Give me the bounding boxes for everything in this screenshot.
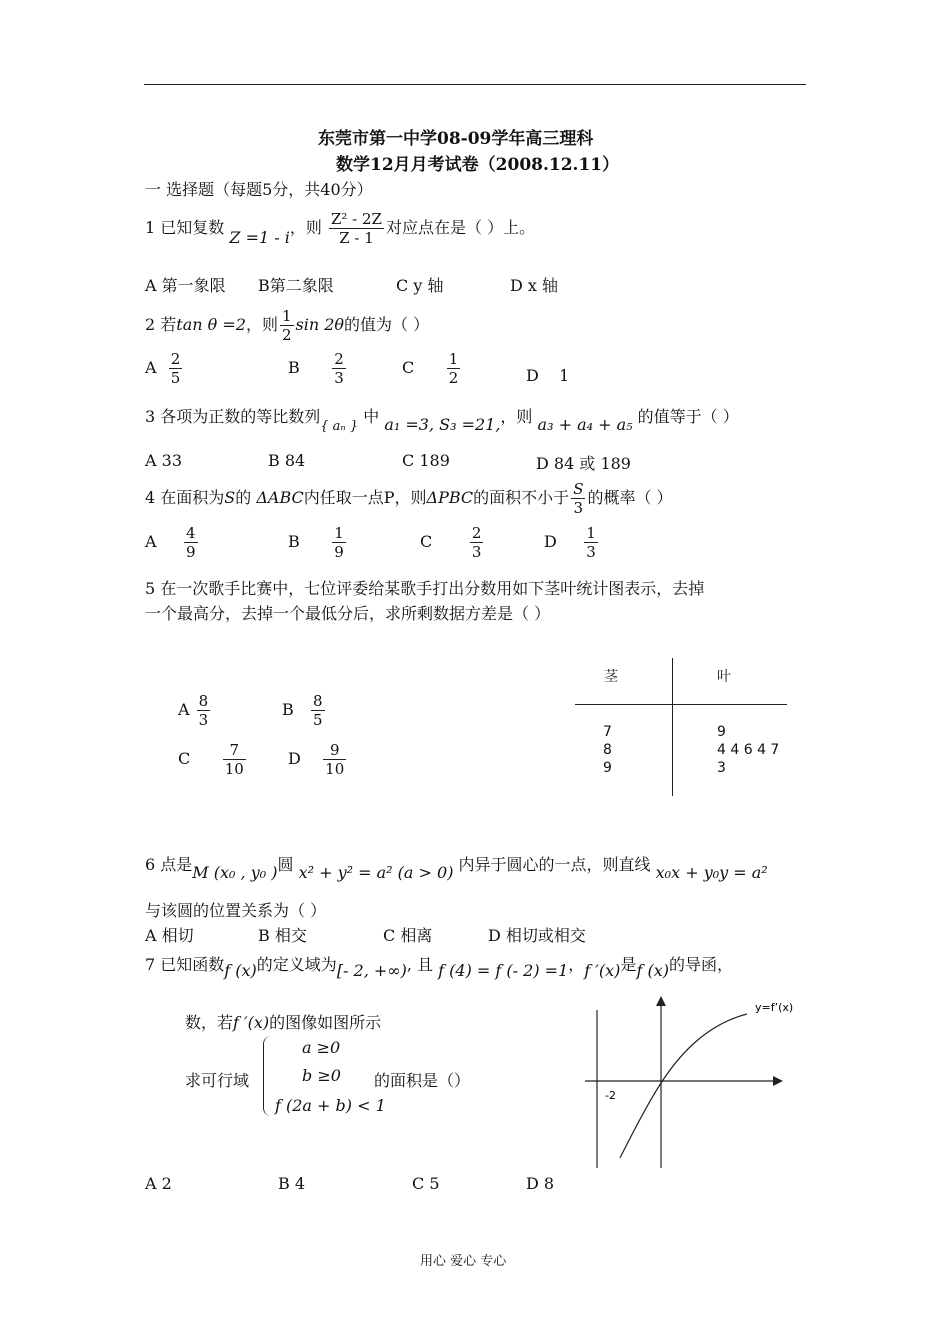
q5-opt-b-label: B bbox=[282, 700, 294, 719]
q5-opt-c-label: C bbox=[178, 749, 191, 768]
q7-cond-b: b ≥0 bbox=[302, 1066, 341, 1085]
q2-fraction bbox=[280, 307, 294, 344]
stem-header: 茎 bbox=[604, 669, 618, 685]
q2-frac-num: 1 bbox=[281, 307, 292, 325]
q5-opt-a-den: 3 bbox=[198, 711, 209, 729]
q7-post: 的导函， bbox=[668, 955, 733, 974]
q4-opt-b-num: 1 bbox=[334, 524, 344, 542]
question-6 bbox=[145, 852, 768, 882]
q1-mid: ，则 bbox=[289, 218, 322, 237]
q5-option-a bbox=[178, 692, 212, 729]
q7-fx-2: f (x) bbox=[636, 961, 669, 980]
q1-post: 对应点在是（ ）上。 bbox=[385, 218, 536, 237]
q5-option-d bbox=[288, 741, 348, 778]
q5-opt-d-frac bbox=[323, 741, 346, 778]
q6-line-2: 与该圆的位置关系为（ ） bbox=[145, 901, 327, 920]
question-3 bbox=[145, 404, 739, 434]
q5-opt-c-num: 7 bbox=[223, 741, 246, 760]
q2-option-d bbox=[526, 366, 569, 385]
q3-post: 的值等于（ ） bbox=[637, 407, 739, 426]
q4-opt-c-frac bbox=[470, 524, 484, 561]
q7-mid3: ， bbox=[568, 955, 585, 974]
q1-option-a: A 第一象限 bbox=[145, 276, 226, 295]
q4-frac-den: 3 bbox=[573, 499, 584, 517]
q4-opt-b-den: 9 bbox=[334, 543, 344, 561]
q5-opt-b-frac bbox=[311, 692, 325, 729]
q6-option-a: A 相切 bbox=[145, 926, 194, 945]
q2-opt-a-den: 5 bbox=[170, 369, 181, 387]
q7-domain: [- 2, +∞) bbox=[336, 961, 407, 980]
q2-opt-a-frac bbox=[169, 350, 183, 387]
q7-line-2 bbox=[185, 1010, 381, 1033]
q5-opt-d-label: D bbox=[288, 749, 301, 768]
q2-opt-c-label: C bbox=[402, 358, 415, 377]
q5-option-b bbox=[282, 692, 327, 729]
q6-option-d: D 相切或相交 bbox=[488, 926, 586, 945]
q6-mid: 内异于圆心的一点，则直线 bbox=[458, 855, 651, 874]
q7-mid2: , 且 bbox=[406, 955, 434, 974]
q6-option-b: B 相交 bbox=[258, 926, 307, 945]
question-2 bbox=[145, 307, 429, 344]
q3-option-d: D 84 或 189 bbox=[536, 454, 631, 473]
q4-opt-a-den: 9 bbox=[186, 543, 196, 561]
q4-text1: 4 在面积为 bbox=[145, 488, 225, 507]
q5-option-c bbox=[178, 741, 248, 778]
question-1 bbox=[145, 210, 535, 247]
q4-text3: 内任取一点P，则 bbox=[303, 488, 427, 507]
q4-frac-num: S bbox=[573, 480, 584, 498]
q7-line2-fprime: f ′(x) bbox=[233, 1013, 270, 1032]
q2-opt-d-label: D bbox=[526, 366, 539, 385]
q2-opt-b-den: 3 bbox=[334, 369, 344, 387]
q2-opt-c-frac bbox=[447, 350, 461, 387]
q7-pre: 7 已知函数 bbox=[145, 955, 225, 974]
q6-pre: 6 点是 bbox=[145, 855, 193, 874]
q1-frac-num: Z² - 2Z bbox=[330, 210, 382, 228]
stem-row-1: 7 bbox=[603, 724, 612, 740]
q3-mid: 中 bbox=[363, 407, 380, 426]
q5-opt-d-num: 9 bbox=[323, 741, 346, 760]
q2-expr: sin 2θ bbox=[295, 315, 345, 334]
q4-opt-b-label: B bbox=[288, 532, 300, 551]
q4-opt-d-den: 3 bbox=[586, 543, 596, 561]
q3-option-c: C 189 bbox=[402, 451, 450, 470]
q4-option-c bbox=[420, 524, 485, 561]
q7-option-a: A 2 bbox=[145, 1174, 172, 1193]
q4-option-b bbox=[288, 524, 348, 561]
q3-cond: a₁ =3, S₃ =21, bbox=[384, 415, 501, 434]
q2-opt-b-label: B bbox=[288, 358, 300, 377]
q5-opt-c-frac bbox=[223, 741, 246, 778]
q6-line-eq: x₀x + y₀y = a² bbox=[655, 863, 768, 882]
q7-derivative-graph bbox=[575, 992, 795, 1177]
section-heading: 一 选择题（每题5分，共40分） bbox=[145, 180, 373, 199]
q4-opt-c-label: C bbox=[420, 532, 433, 551]
q2-cond: tan θ =2 bbox=[176, 315, 246, 334]
q4-opt-c-den: 3 bbox=[471, 543, 482, 561]
graph-tick-label: -2 bbox=[605, 1089, 616, 1102]
title-line-1: 东莞市第一中学08-09学年高三理科 bbox=[318, 129, 594, 149]
q4-opt-a-frac bbox=[184, 524, 198, 561]
q4-tri-pbc: ΔPBC bbox=[426, 488, 474, 507]
q4-fraction bbox=[571, 480, 585, 517]
q7-line2-pre: 数，若 bbox=[185, 1013, 234, 1032]
q4-opt-b-frac bbox=[332, 524, 346, 561]
q5-opt-a-frac bbox=[197, 692, 211, 729]
q7-region-post: 的面积是（） bbox=[374, 1071, 471, 1090]
question-7 bbox=[145, 952, 733, 980]
leaf-header: 叶 bbox=[717, 669, 731, 685]
q7-cond: f (4) = f (- 2) =1 bbox=[438, 961, 569, 980]
q1-option-d: D x 轴 bbox=[510, 276, 559, 295]
q2-pre: 2 若 bbox=[145, 315, 177, 334]
q6-circle-eq: x² + y² = a² (a > 0) bbox=[298, 863, 454, 882]
graph-curve bbox=[620, 1014, 747, 1158]
q4-s: S bbox=[224, 488, 236, 507]
q7-option-b: B 4 bbox=[278, 1174, 306, 1193]
q4-option-a bbox=[145, 524, 200, 561]
q5-opt-c-den: 10 bbox=[224, 760, 244, 778]
q6-option-c: C 相离 bbox=[383, 926, 433, 945]
q4-text2: 的 bbox=[235, 488, 252, 507]
q2-opt-c-num: 1 bbox=[448, 350, 459, 368]
q1-option-c: C y 轴 bbox=[396, 276, 444, 295]
leaf-row-3: 3 bbox=[717, 760, 726, 776]
q2-post: 的值为（ ） bbox=[344, 315, 430, 334]
q7-option-d: D 8 bbox=[526, 1174, 555, 1193]
q2-opt-b-num: 2 bbox=[334, 350, 344, 368]
q3-option-a: A 33 bbox=[145, 451, 182, 470]
q1-frac-den: Z - 1 bbox=[339, 229, 374, 247]
q3-seq: { aₙ } bbox=[320, 419, 359, 434]
q2-option-c bbox=[402, 350, 462, 387]
q2-option-b bbox=[288, 350, 348, 387]
q7-cond-f: f (2a + b) < 1 bbox=[275, 1096, 386, 1115]
q7-mid4: 是 bbox=[620, 955, 637, 974]
q6-circ: 圆 bbox=[277, 855, 294, 874]
q7-brace bbox=[263, 1036, 272, 1116]
q1-pre: 1 已知复数 bbox=[145, 218, 225, 237]
q1-z-def: Z =1 - i bbox=[229, 228, 290, 247]
leaf-row-1: 9 bbox=[717, 724, 726, 740]
q5-line-2: 一个最高分，去掉一个最低分后，求所剩数据方差是（ ） bbox=[145, 604, 551, 623]
q2-option-a bbox=[145, 350, 184, 387]
q7-mid: 的定义域为 bbox=[256, 955, 337, 974]
graph-y-arrow bbox=[656, 996, 666, 1006]
q4-text4: 的面积不小于 bbox=[473, 488, 570, 507]
title-line-2: 数学12月月考试卷（2008.12.11） bbox=[336, 155, 620, 175]
q2-opt-d-value: 1 bbox=[559, 366, 570, 385]
q2-opt-a-num: 2 bbox=[170, 350, 181, 368]
q2-opt-a-label: A bbox=[145, 358, 157, 377]
header-rule bbox=[144, 84, 806, 85]
q5-opt-a-num: 8 bbox=[198, 692, 209, 710]
q5-opt-b-num: 8 bbox=[313, 692, 323, 710]
q2-opt-c-den: 2 bbox=[448, 369, 459, 387]
graph-curve-label: y=f’(x) bbox=[755, 1001, 794, 1014]
q7-fx: f (x) bbox=[224, 961, 257, 980]
stem-row-2: 8 bbox=[603, 742, 612, 758]
q3-expr: a₃ + a₄ + a₅ bbox=[537, 415, 633, 434]
q4-opt-a-num: 4 bbox=[186, 524, 196, 542]
question-4 bbox=[145, 480, 673, 517]
q7-region-label: 求可行域 bbox=[185, 1071, 250, 1090]
q7-cond-a: a ≥0 bbox=[302, 1038, 341, 1057]
q2-frac-den: 2 bbox=[281, 326, 292, 344]
q6-point: M (x₀ , y₀ ) bbox=[192, 863, 278, 882]
q7-line2-post: 的图像如图所示 bbox=[269, 1013, 382, 1032]
q3-mid2: ，则 bbox=[500, 407, 533, 426]
q5-opt-d-den: 10 bbox=[325, 760, 345, 778]
q4-opt-c-num: 2 bbox=[471, 524, 482, 542]
q2-mid: ，则 bbox=[245, 315, 278, 334]
stem-leaf-hrule bbox=[575, 704, 787, 705]
q4-opt-a-label: A bbox=[145, 532, 157, 551]
q7-fprime: f ′(x) bbox=[584, 961, 621, 980]
q4-option-d bbox=[544, 524, 600, 561]
stem-row-3: 9 bbox=[603, 760, 612, 776]
q5-opt-b-den: 5 bbox=[313, 711, 323, 729]
q4-opt-d-num: 1 bbox=[586, 524, 596, 542]
q3-pre: 3 各项为正数的等比数列 bbox=[145, 407, 321, 426]
q1-fraction bbox=[329, 210, 384, 247]
stem-leaf-vrule bbox=[672, 658, 673, 796]
q4-opt-d-frac bbox=[584, 524, 598, 561]
q5-line-1: 5 在一次歌手比赛中，七位评委给某歌手打出分数用如下茎叶统计图表示，去掉 bbox=[145, 579, 705, 598]
q4-tri-abc: ΔABC bbox=[256, 488, 304, 507]
graph-x-arrow bbox=[773, 1076, 783, 1086]
q5-opt-a-label: A bbox=[178, 700, 190, 719]
q1-option-b: B第二象限 bbox=[258, 276, 334, 295]
leaf-row-2: 4 4 6 4 7 bbox=[717, 742, 780, 758]
q4-opt-d-label: D bbox=[544, 532, 557, 551]
q2-opt-b-frac bbox=[332, 350, 346, 387]
page-footer: 用心 爱心 专心 bbox=[420, 1254, 507, 1269]
q4-text5: 的概率（ ） bbox=[587, 488, 673, 507]
q7-option-c: C 5 bbox=[412, 1174, 440, 1193]
q3-option-b: B 84 bbox=[268, 451, 306, 470]
